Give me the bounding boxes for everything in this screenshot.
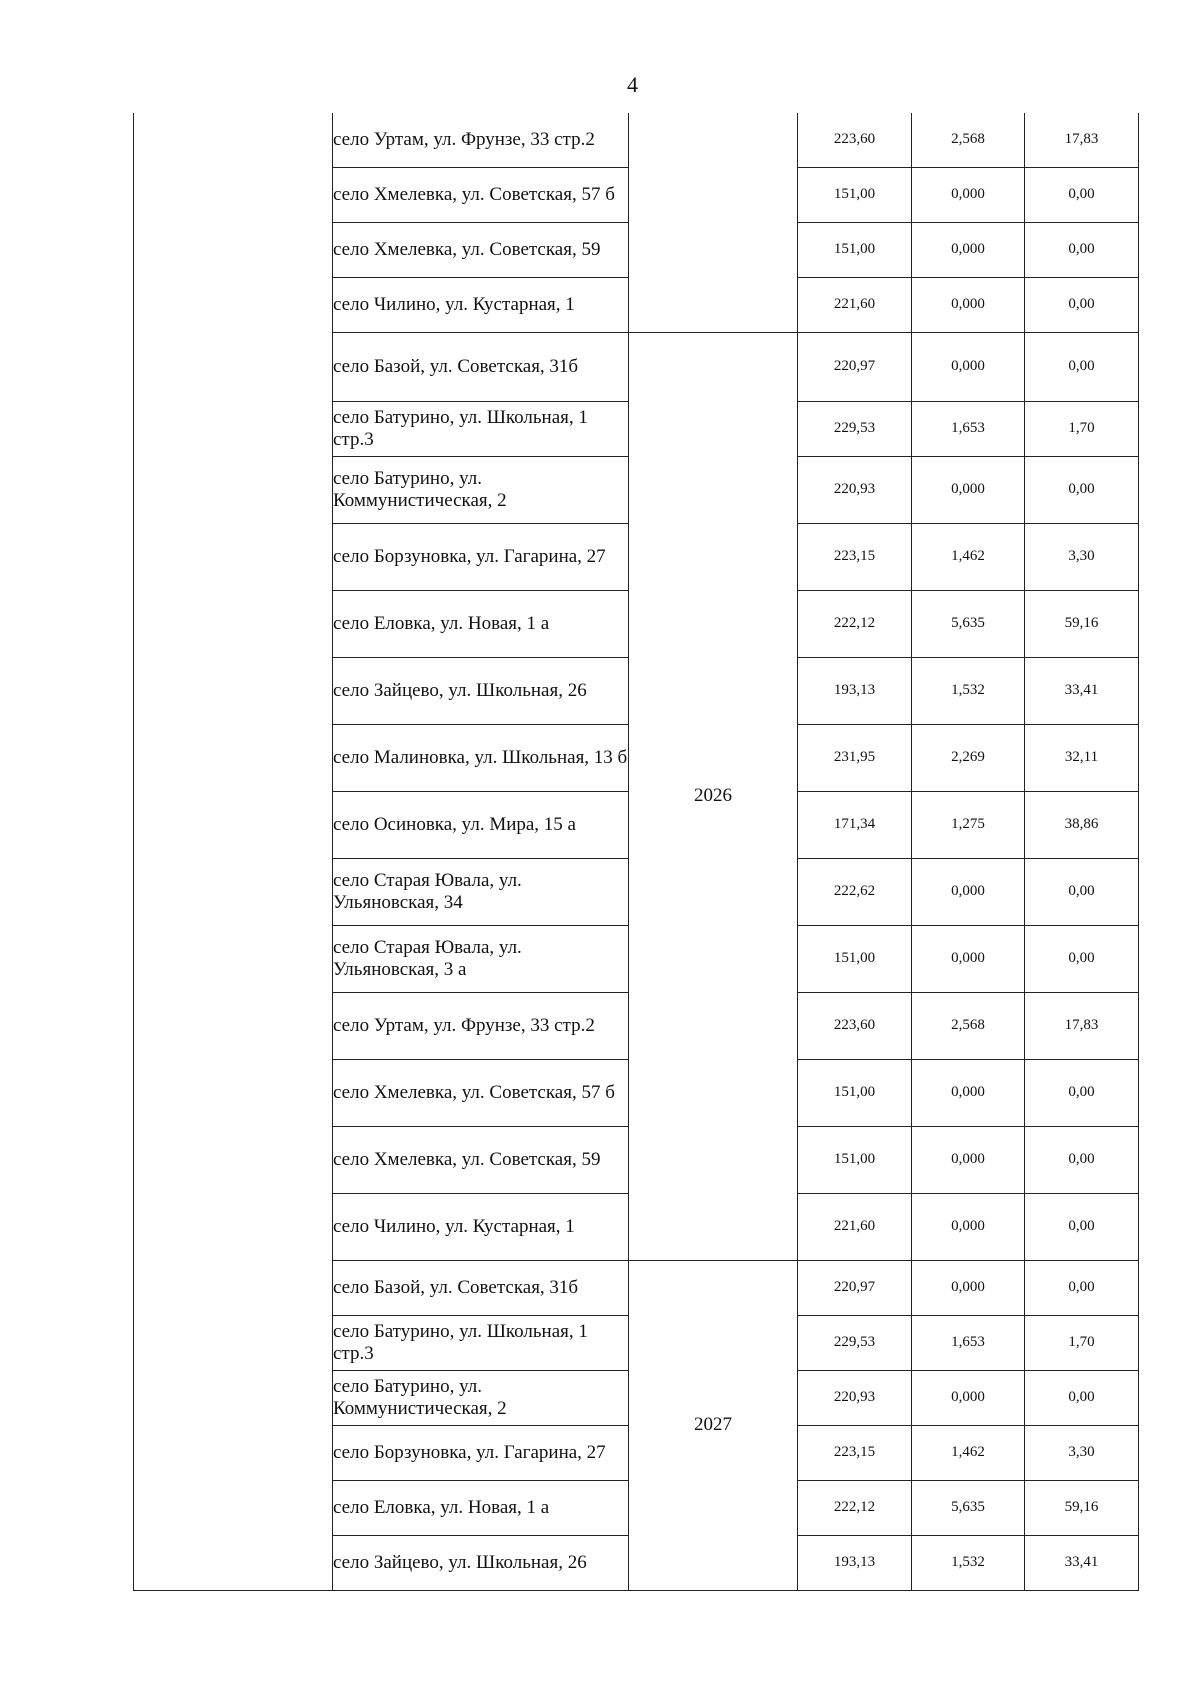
value-cell-v1: 223,15 — [798, 523, 912, 590]
value-cell-v3: 3,30 — [1025, 523, 1139, 590]
value-cell-v3: 38,86 — [1025, 791, 1139, 858]
value-cell-v1: 220,93 — [798, 1370, 912, 1425]
value-cell-v3: 1,70 — [1025, 401, 1139, 456]
value-cell-v1: 151,00 — [798, 1059, 912, 1126]
data-table — [133, 113, 1139, 1591]
address-cell: село Уртам, ул. Фрунзе, 33 стр.2 — [333, 992, 629, 1059]
value-cell-v1: 229,53 — [798, 401, 912, 456]
address-cell: село Старая Ювала, ул. Ульяновская, 3 а — [333, 925, 629, 992]
value-cell-v2: 0,000 — [912, 167, 1025, 222]
value-cell-v2: 0,000 — [912, 332, 1025, 401]
value-cell-v1: 222,62 — [798, 858, 912, 925]
value-cell-v3: 32,11 — [1025, 724, 1139, 791]
value-cell-v1: 151,00 — [798, 925, 912, 992]
value-cell-v2: 1,532 — [912, 1535, 1025, 1590]
value-cell-v2: 0,000 — [912, 925, 1025, 992]
value-cell-v3: 0,00 — [1025, 1193, 1139, 1260]
value-cell-v3: 3,30 — [1025, 1425, 1139, 1480]
value-cell-v3: 17,83 — [1025, 992, 1139, 1059]
value-cell-v3: 0,00 — [1025, 925, 1139, 992]
address-cell: село Чилино, ул. Кустарная, 1 — [333, 277, 629, 332]
value-cell-v2: 1,653 — [912, 1315, 1025, 1370]
address-cell: село Зайцево, ул. Школьная, 26 — [333, 657, 629, 724]
value-cell-v2: 0,000 — [912, 456, 1025, 523]
address-cell: село Чилино, ул. Кустарная, 1 — [333, 1193, 629, 1260]
value-cell-v3: 0,00 — [1025, 277, 1139, 332]
value-cell-v2: 0,000 — [912, 858, 1025, 925]
value-cell-v3: 1,70 — [1025, 1315, 1139, 1370]
value-cell-v2: 1,462 — [912, 523, 1025, 590]
value-cell-v3: 0,00 — [1025, 858, 1139, 925]
value-cell-v1: 171,34 — [798, 791, 912, 858]
value-cell-v3: 0,00 — [1025, 1126, 1139, 1193]
value-cell-v2: 0,000 — [912, 1126, 1025, 1193]
value-cell-v3: 17,83 — [1025, 113, 1139, 167]
address-cell: село Батурино, ул. Коммунистическая, 2 — [333, 1370, 629, 1425]
address-cell: село Батурино, ул. Школьная, 1 стр.3 — [333, 401, 629, 456]
value-cell-v1: 223,15 — [798, 1425, 912, 1480]
address-cell: село Еловка, ул. Новая, 1 а — [333, 590, 629, 657]
value-cell-v3: 59,16 — [1025, 1480, 1139, 1535]
value-cell-v2: 1,532 — [912, 657, 1025, 724]
value-cell-v2: 5,635 — [912, 1480, 1025, 1535]
address-cell: село Борзуновка, ул. Гагарина, 27 — [333, 1425, 629, 1480]
value-cell-v3: 0,00 — [1025, 167, 1139, 222]
address-cell: село Борзуновка, ул. Гагарина, 27 — [333, 523, 629, 590]
page-number: 4 — [627, 72, 638, 97]
value-cell-v2: 2,568 — [912, 992, 1025, 1059]
value-cell-v3: 0,00 — [1025, 1370, 1139, 1425]
value-cell-v1: 220,93 — [798, 456, 912, 523]
value-cell-v1: 221,60 — [798, 277, 912, 332]
value-cell-v3: 0,00 — [1025, 332, 1139, 401]
value-cell-v2: 5,635 — [912, 590, 1025, 657]
address-cell: село Базой, ул. Советская, 31б — [333, 332, 629, 401]
address-cell: село Хмелевка, ул. Советская, 57 б — [333, 1059, 629, 1126]
value-cell-v1: 193,13 — [798, 1535, 912, 1590]
value-cell-v3: 59,16 — [1025, 590, 1139, 657]
value-cell-v3: 0,00 — [1025, 222, 1139, 277]
address-cell: село Зайцево, ул. Школьная, 26 — [333, 1535, 629, 1590]
value-cell-v1: 220,97 — [798, 332, 912, 401]
address-cell: село Малиновка, ул. Школьная, 13 б — [333, 724, 629, 791]
value-cell-v3: 0,00 — [1025, 1059, 1139, 1126]
value-cell-v1: 229,53 — [798, 1315, 912, 1370]
year-cell: 2026 — [629, 332, 798, 1260]
value-cell-v3: 33,41 — [1025, 1535, 1139, 1590]
value-cell-v2: 0,000 — [912, 277, 1025, 332]
value-cell-v1: 222,12 — [798, 1480, 912, 1535]
value-cell-v1: 151,00 — [798, 167, 912, 222]
empty-cell — [134, 113, 333, 1590]
value-cell-v2: 0,000 — [912, 1193, 1025, 1260]
value-cell-v1: 193,13 — [798, 657, 912, 724]
address-cell: село Осиновка, ул. Мира, 15 а — [333, 791, 629, 858]
address-cell: село Старая Ювала, ул. Ульяновская, 34 — [333, 858, 629, 925]
value-cell-v1: 223,60 — [798, 992, 912, 1059]
value-cell-v1: 231,95 — [798, 724, 912, 791]
value-cell-v2: 0,000 — [912, 1260, 1025, 1315]
value-cell-v1: 151,00 — [798, 1126, 912, 1193]
value-cell-v2: 0,000 — [912, 1370, 1025, 1425]
value-cell-v2: 1,653 — [912, 401, 1025, 456]
address-cell: село Батурино, ул. Коммунистическая, 2 — [333, 456, 629, 523]
value-cell-v1: 223,60 — [798, 113, 912, 167]
address-cell: село Хмелевка, ул. Советская, 59 — [333, 1126, 629, 1193]
value-cell-v1: 151,00 — [798, 222, 912, 277]
address-cell: село Батурино, ул. Школьная, 1 стр.3 — [333, 1315, 629, 1370]
address-cell: село Еловка, ул. Новая, 1 а — [333, 1480, 629, 1535]
address-cell: село Хмелевка, ул. Советская, 59 — [333, 222, 629, 277]
value-cell-v3: 0,00 — [1025, 456, 1139, 523]
year-cell: 2027 — [629, 1260, 798, 1590]
value-cell-v2: 0,000 — [912, 1059, 1025, 1126]
value-cell-v1: 221,60 — [798, 1193, 912, 1260]
table-row — [134, 113, 1139, 167]
address-cell: село Базой, ул. Советская, 31б — [333, 1260, 629, 1315]
value-cell-v2: 0,000 — [912, 222, 1025, 277]
value-cell-v2: 1,462 — [912, 1425, 1025, 1480]
value-cell-v3: 33,41 — [1025, 657, 1139, 724]
value-cell-v1: 222,12 — [798, 590, 912, 657]
value-cell-v2: 2,269 — [912, 724, 1025, 791]
value-cell-v3: 0,00 — [1025, 1260, 1139, 1315]
address-cell: село Уртам, ул. Фрунзе, 33 стр.2 — [333, 113, 629, 167]
value-cell-v1: 220,97 — [798, 1260, 912, 1315]
value-cell-v2: 1,275 — [912, 791, 1025, 858]
value-cell-v2: 2,568 — [912, 113, 1025, 167]
year-cell — [629, 113, 798, 332]
address-cell: село Хмелевка, ул. Советская, 57 б — [333, 167, 629, 222]
